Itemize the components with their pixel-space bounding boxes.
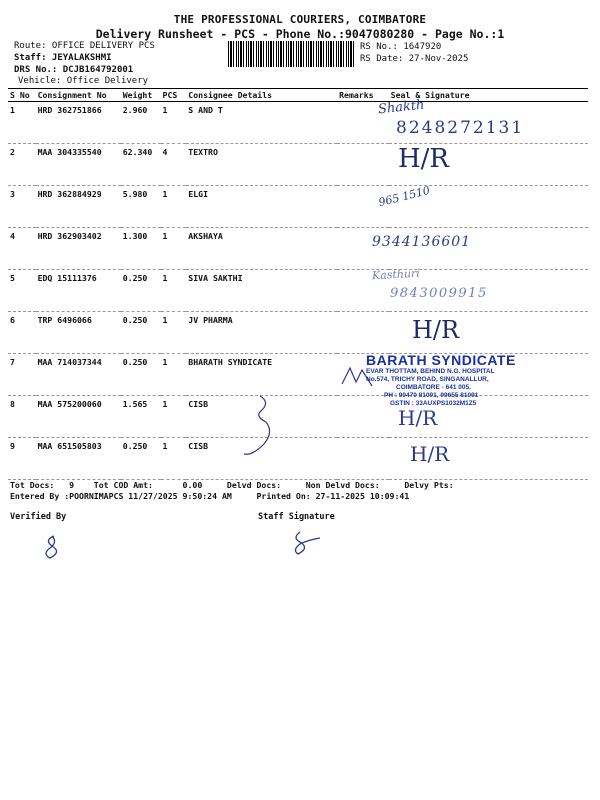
meta-staff: Staff: JEYALAKSHMI xyxy=(14,53,112,63)
staff-signature xyxy=(290,528,324,558)
stamp-gstin: GSTIN : 33AUXPS1032M1Z5 xyxy=(390,400,477,407)
table-row xyxy=(8,186,588,228)
cell-consignee: CISB xyxy=(186,396,337,438)
stamp-address-line: No.574, TRICHY ROAD, SINGANALLUR, xyxy=(366,376,489,383)
cell-consignment: MAA 304335540 xyxy=(36,144,121,186)
cell-pcs: 1 xyxy=(161,228,187,270)
cell-sno: 3 xyxy=(8,186,36,228)
cell-sno: 5 xyxy=(8,270,36,312)
cell-consignment: MAA 575200060 xyxy=(36,396,121,438)
cell-pcs: 1 xyxy=(161,186,187,228)
handwritten-hr-row6: H/R xyxy=(412,316,460,344)
cell-pcs: 1 xyxy=(161,438,187,480)
cell-weight: 1.300 xyxy=(121,228,161,270)
cell-weight: 2.960 xyxy=(121,102,161,144)
cell-consignment: HRD 362903402 xyxy=(36,228,121,270)
cell-sno: 8 xyxy=(8,396,36,438)
cell-sno: 1 xyxy=(8,102,36,144)
verified-by-label: Verified By xyxy=(10,512,67,522)
handwritten-sign-row1: Shakth xyxy=(377,97,426,118)
stamp-address-line: COIMBATORE - 641 005. xyxy=(396,384,471,391)
table-row xyxy=(8,144,588,186)
cell-consignee: CISB xyxy=(186,438,337,480)
handwritten-phone-row1: 8248272131 xyxy=(396,118,525,138)
col-header-remarks: Remarks xyxy=(337,89,389,102)
col-header-consignee: Consignee Details xyxy=(186,89,337,102)
cell-sno: 2 xyxy=(8,144,36,186)
cell-consignee: AKSHAYA xyxy=(186,228,337,270)
cell-consignment: EDQ 15111376 xyxy=(36,270,121,312)
col-header-pcs: PCS xyxy=(161,89,187,102)
cell-pcs: 1 xyxy=(161,312,187,354)
cell-consignment: HRD 362884929 xyxy=(36,186,121,228)
cell-sno: 7 xyxy=(8,354,36,396)
cell-pcs: 1 xyxy=(161,354,187,396)
totals-line: Tot Docs: 9 Tot COD Amt: 0.00 Delvd Docs: Non Delvd Docs: Delvy Pts: xyxy=(10,480,454,490)
company-title: THE PROFESSIONAL COURIERS, COIMBATORE xyxy=(173,13,427,26)
table-header-row xyxy=(8,89,588,102)
cell-pcs: 1 xyxy=(161,396,187,438)
cell-consignee: BHARATH SYNDICATE xyxy=(186,354,337,396)
cell-remarks xyxy=(337,144,389,186)
cell-consignment: HRD 362751866 xyxy=(36,102,121,144)
entered-by-line: Entered By :POORNIMAPCS 11/27/2025 9:50:24 AM Printed On: 27-11-2025 10:09:41 xyxy=(10,491,410,501)
barcode xyxy=(228,41,356,67)
meta-rs-date: RS Date: 27-Nov-2025 xyxy=(360,54,469,64)
col-header-sno: S No xyxy=(8,89,36,102)
table-row xyxy=(8,228,588,270)
cell-consignee: TEXTRO xyxy=(186,144,337,186)
meta-drs: DRS No.: DCJB164792001 xyxy=(14,65,134,75)
handwritten-sign-row4: 9344136601 xyxy=(372,234,472,250)
cell-weight: 0.250 xyxy=(121,438,161,480)
cell-consignee: JV PHARMA xyxy=(186,312,337,354)
meta-vehicle: Vehicle: Office Delivery xyxy=(18,76,149,86)
cell-weight: 0.250 xyxy=(121,354,161,396)
cell-sno: 4 xyxy=(8,228,36,270)
company-stamp xyxy=(366,352,550,408)
cell-weight: 0.250 xyxy=(121,312,161,354)
handwritten-hr-row2: H/R xyxy=(398,144,450,174)
handwritten-hr-row9: H/R xyxy=(410,442,450,466)
cell-pcs: 1 xyxy=(161,270,187,312)
cell-pcs: 1 xyxy=(161,102,187,144)
stamp-address-line: EVAR THOTTAM, BEHIND N.G. HOSPITAL xyxy=(366,368,495,375)
cell-consignment: MAA 714037344 xyxy=(36,354,121,396)
runsheet-title: Delivery Runsheet - PCS - Phone No.:9047080280 - Page No.:1 xyxy=(95,27,505,41)
staff-signature-label: Staff Signature xyxy=(258,512,335,522)
cell-sno: 6 xyxy=(8,312,36,354)
runsheet-table xyxy=(8,88,588,480)
meta-rs-no: RS No.: 1647920 xyxy=(360,42,442,52)
handwritten-sign-row5: Kasthuri xyxy=(371,266,421,283)
meta-route: Route: OFFICE DELIVERY PCS xyxy=(14,41,155,51)
cell-remarks xyxy=(337,438,389,480)
stamp-company-name: BARATH SYNDICATE xyxy=(366,352,516,368)
col-header-signature: Seal & Signature xyxy=(389,89,588,102)
cell-pcs: 4 xyxy=(161,144,187,186)
handwritten-hr-row8: H/R xyxy=(398,406,438,430)
handwritten-phone-row5: 9843009915 xyxy=(390,286,488,301)
col-header-consignment: Consignment No xyxy=(36,89,121,102)
handwritten-sign-row3: 965 1510 xyxy=(377,183,432,210)
cell-weight: 1.565 xyxy=(121,396,161,438)
verified-signature xyxy=(38,532,68,562)
cell-consignment: MAA 651505803 xyxy=(36,438,121,480)
cell-consignee: ELGI xyxy=(186,186,337,228)
table-row xyxy=(8,312,588,354)
cell-consignment: TRP 6496066 xyxy=(36,312,121,354)
cell-consignee: SIVA SAKTHI xyxy=(186,270,337,312)
col-header-weight: Weight xyxy=(121,89,161,102)
table-row xyxy=(8,270,588,312)
table-row xyxy=(8,438,588,480)
cell-weight: 62.340 xyxy=(121,144,161,186)
cell-sno: 9 xyxy=(8,438,36,480)
signature-scribble xyxy=(240,392,280,462)
cell-consignee: S AND T xyxy=(186,102,337,144)
cell-remarks xyxy=(337,312,389,354)
stamp-phone: PH : 90470 81091, 99655 81091 xyxy=(384,392,479,399)
cell-weight: 0.250 xyxy=(121,270,161,312)
cell-weight: 5.980 xyxy=(121,186,161,228)
